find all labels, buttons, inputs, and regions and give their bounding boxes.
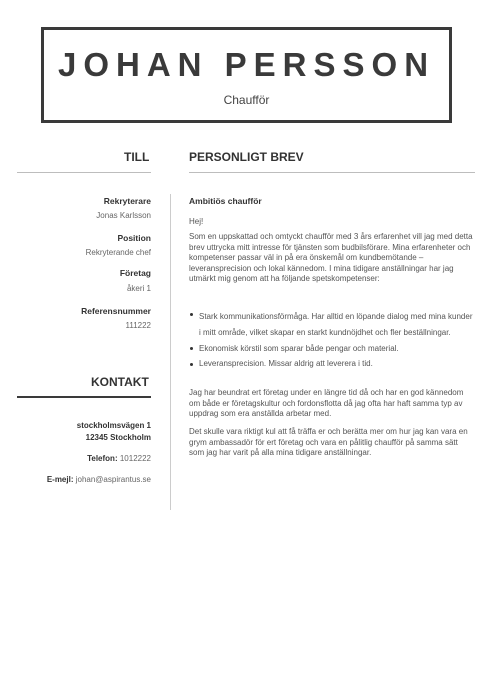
letter-divider <box>189 172 475 173</box>
list-item: Leveransprecision. Missar aldrig att leverera i tid. <box>189 359 475 370</box>
reference-label: Referensnummer <box>81 306 151 316</box>
letter-section-title: PERSONLIGT BREV <box>189 150 304 164</box>
recruiter-value: Jonas Karlsson <box>96 211 151 220</box>
column-divider <box>170 194 171 510</box>
phone: Telefon: 1012222 <box>87 454 151 463</box>
address-line2: 12345 Stockholm <box>85 433 151 442</box>
applicant-title: Chaufför <box>223 93 270 107</box>
letter-intro: Som en uppskattad och omtyckt chaufför med 3 års erfarenhet vill jag med detta brev uttrycka mitt intresse för tjänsten som budbilsförare. Mina erfarenheter och kompetenser passar väl in på era önskemål om kundbemötande – leveransprecision och lokal kännedom. I mina tidigare anställningar har jag utmärkt mig genom att ha följande spetskompetenser: <box>189 232 473 283</box>
contact-divider <box>17 396 151 398</box>
letter-heading: Ambitiös chaufför <box>189 196 262 206</box>
recruiter-label: Rekryterare <box>103 196 151 206</box>
to-divider <box>17 172 151 173</box>
email[interactable]: E-mejl: johan@aspirantus.se <box>46 475 151 484</box>
applicant-name: JOHAN PERSSON <box>57 46 436 83</box>
position-value: Rekryterande chef <box>85 248 151 257</box>
position-label: Position <box>117 233 151 243</box>
list-item: Stark kommunikationsförmåga. Har alltid en löpande dialog med mina kunder i mitt område, vilket skapar en starkt kundnöjdhet och fler beställningar. <box>189 309 475 341</box>
contact-section-title: KONTAKT <box>91 375 149 389</box>
letter-paragraph-3: Det skulle vara riktigt kul att få träffa er och berätta mer om hur jag kan vara en grym ambassadör för ert företag och vara en pålitlig chaufför på samma sätt som jag har varit på alla mina tidigare anställningar. <box>189 427 468 457</box>
company-value: åkeri 1 <box>126 284 151 293</box>
to-section-title: TILL <box>124 150 150 164</box>
skills-list <box>189 309 475 370</box>
letter-paragraph-2: Jag har beundrat ert företag under en längre tid då och har en god kännedom om både er företagskultur och fordonsflotta då jag ofta har haft samma typ av uppdrag som era anställda arbetar med. <box>189 388 464 418</box>
list-item: Ekonomisk körstil som sparar både pengar och material. <box>189 343 475 355</box>
reference-value: 111222 <box>125 321 151 330</box>
address-line1: stockholmsvägen 1 <box>76 421 151 430</box>
letter-greeting: Hej! <box>189 217 204 226</box>
company-label: Företag <box>119 268 151 278</box>
name-header-box <box>41 27 452 123</box>
